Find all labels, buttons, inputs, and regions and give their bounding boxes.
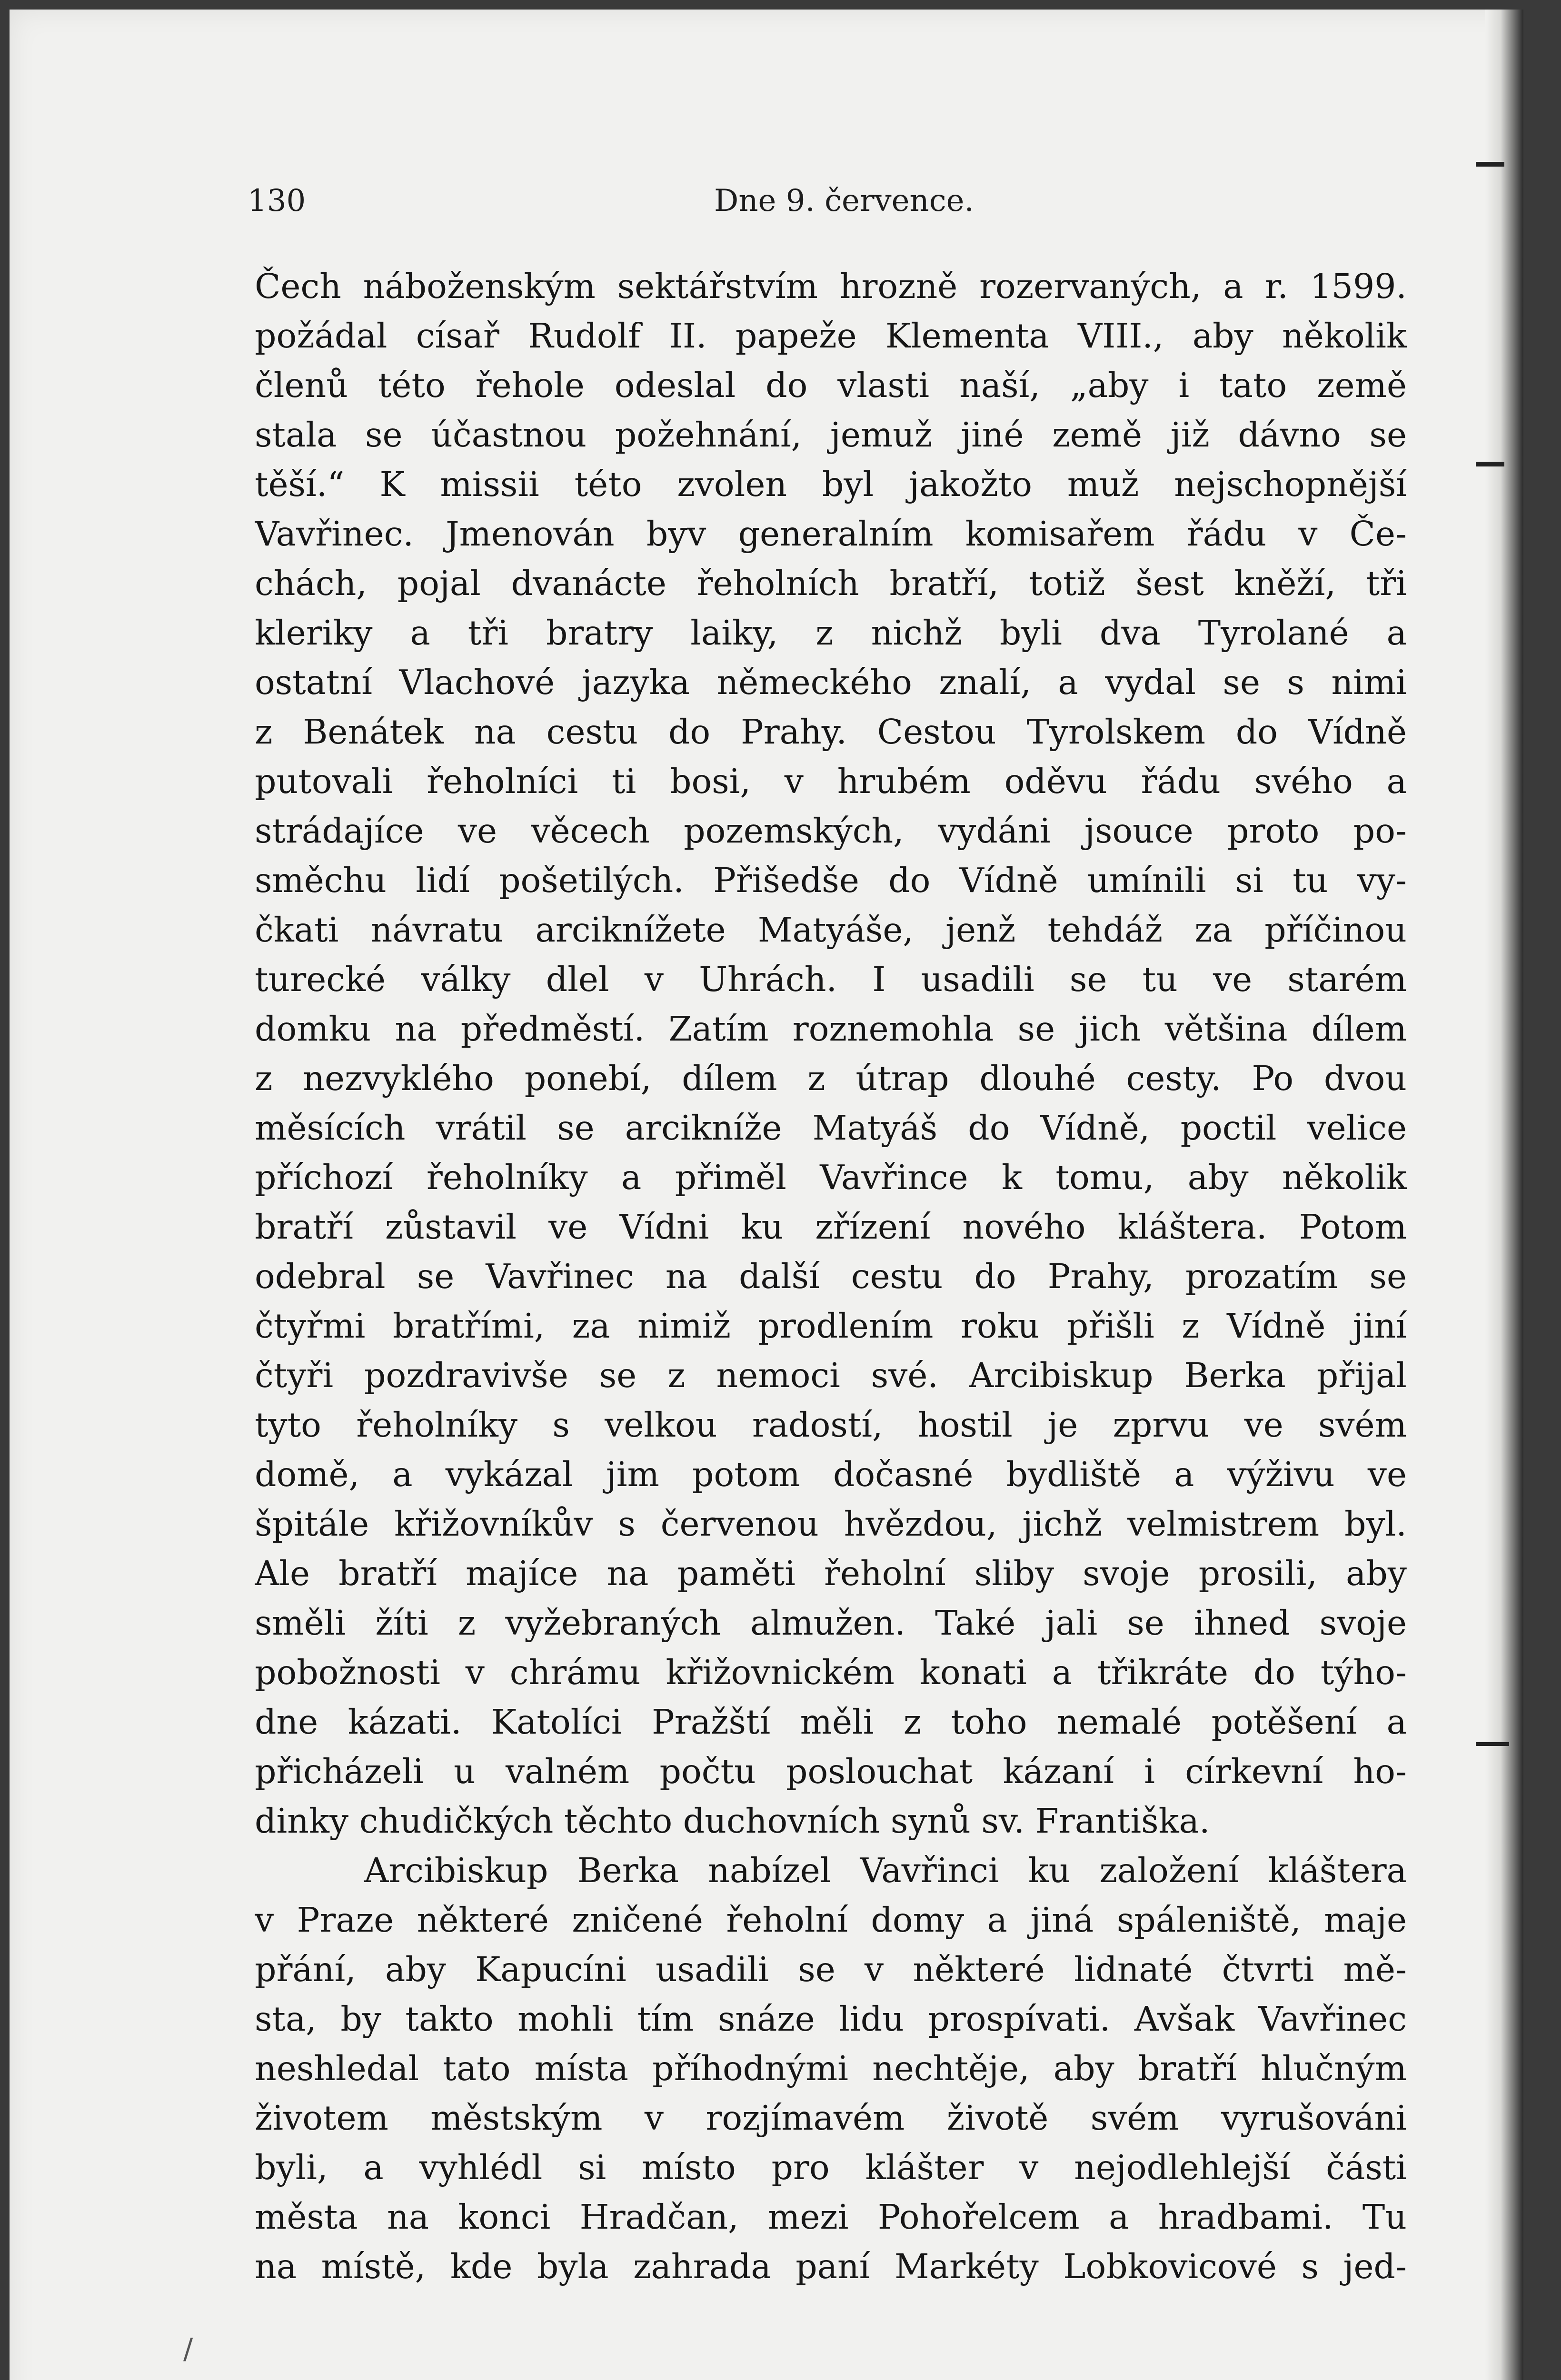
text-line: sta, by takto mohli tím snáze lidu prospívati. Avšak Vavřinec (255, 1999, 1407, 2039)
text-line: čtyři pozdravivše se z nemoci své. Arcibiskup Berka přijal (255, 1356, 1407, 1395)
text-line: těší.“ K missii této zvolen byl jakožto muž nejschopnější (255, 465, 1407, 504)
page-number: 130 (248, 183, 306, 218)
text-line: přání, aby Kapucíni usadili se v některé lidnaté čtvrti mě- (255, 1950, 1407, 1989)
text-line: bratří zůstavil ve Vídni ku zřízení nového kláštera. Potom (255, 1207, 1407, 1247)
text-line: putovali řeholníci ti bosi, v hrubém oděvu řádu svého a (255, 762, 1407, 801)
text-line: Ale bratří majíce na paměti řeholní sliby svoje prosili, aby (255, 1554, 1407, 1593)
text-line-paragraph-start: Arcibiskup Berka nabízel Vavřinci ku založení kláštera (364, 1851, 1407, 1890)
text-line: životem městským v rozjímavém životě svém vyrušováni (255, 2098, 1407, 2138)
text-line: špitále křižovníkův s červenou hvězdou, jichž velmistrem byl. (255, 1504, 1407, 1544)
text-line: čtyřmi bratřími, za nimiž prodlením roku přišli z Vídně jiní (255, 1306, 1407, 1346)
text-line: tyto řeholníky s velkou radostí, hostil je zprvu ve svém (255, 1405, 1407, 1445)
text-line-paragraph-end: dinky chudičkých těchto duchovních synů sv. Františka. (255, 1801, 1210, 1841)
text-line: dne kázati. Katolíci Pražští měli z toho nemalé potěšení a (255, 1702, 1407, 1742)
text-line: kleriky a tři bratry laiky, z nichž byli dva Tyrolané a (255, 613, 1407, 653)
page-header (248, 183, 1390, 226)
text-line: směchu lidí pošetilých. Přišedše do Vídně umínili si tu vy- (255, 861, 1407, 900)
text-line: na místě, kde byla zahrada paní Markéty Lobkovicové s jed- (255, 2247, 1407, 2286)
text-line: města na konci Hradčan, mezi Pohořelcem a hradbami. Tu (255, 2197, 1407, 2237)
text-line: turecké války dlel v Uhrách. I usadili se tu ve starém (255, 960, 1407, 999)
text-line: z nezvyklého ponebí, dílem z útrap dlouhé cesty. Po dvou (255, 1059, 1407, 1098)
book-spine-edge (1485, 10, 1523, 2380)
text-line: příchozí řeholníky a přiměl Vavřince k tomu, aby několik (255, 1158, 1407, 1197)
text-line: odebral se Vavřinec na další cestu do Prahy, prozatím se (255, 1257, 1407, 1296)
edge-tick-lower (1476, 1742, 1509, 1746)
text-line: neshledal tato místa příhodnými nechtěje, aby bratří hlučným (255, 2049, 1407, 2088)
text-line: přicházeli u valném počtu poslouchat kázaní i církevní ho- (255, 1752, 1407, 1791)
stray-pencil-mark: / (183, 2332, 193, 2366)
edge-tick-middle (1476, 462, 1504, 466)
edge-tick-top (1476, 162, 1504, 167)
text-line: domě, a vykázal jim potom dočasné bydliště a výživu ve (255, 1455, 1407, 1494)
running-title: Dne 9. července. (714, 183, 974, 218)
text-line: byli, a vyhlédl si místo pro klášter v nejodlehlejší části (255, 2148, 1407, 2187)
text-line: čkati návratu arciknížete Matyáše, jenž tehdáž za příčinou (255, 910, 1407, 950)
body-text (255, 262, 1407, 2291)
text-line: Vavřinec. Jmenován byv generalním komisařem řádu v Če- (255, 514, 1407, 554)
text-line: pobožnosti v chrámu křižovnickém konati a třikráte do týho- (255, 1653, 1407, 1692)
text-line: strádajíce ve věcech pozemských, vydáni jsouce proto po- (255, 811, 1407, 851)
text-line: měsících vrátil se arcikníže Matyáš do Vídně, poctil velice (255, 1108, 1407, 1148)
text-line: členů této řehole odeslal do vlasti naší, „aby i tato země (255, 366, 1407, 405)
book-page (10, 10, 1523, 2380)
text-line: ostatní Vlachové jazyka německého znalí, a vydal se s nimi (255, 663, 1407, 702)
text-line: stala se účastnou požehnání, jemuž jiné země již dávno se (255, 415, 1407, 455)
text-line: z Benátek na cestu do Prahy. Cestou Tyrolskem do Vídně (255, 712, 1407, 752)
text-line: Čech náboženským sektářstvím hrozně rozervaných, a r. 1599. (255, 267, 1407, 306)
text-line: směli žíti z vyžebraných almužen. Také jali se ihned svoje (255, 1603, 1407, 1643)
text-line: požádal císař Rudolf II. papeže Klementa VIII., aby několik (255, 316, 1407, 356)
text-line: domku na předměstí. Zatím roznemohla se jich většina dílem (255, 1009, 1407, 1049)
text-line: chách, pojal dvanácte řeholních bratří, totiž šest kněží, tři (255, 564, 1407, 603)
text-line: v Praze některé zničené řeholní domy a jiná spáleniště, maje (255, 1900, 1407, 1940)
